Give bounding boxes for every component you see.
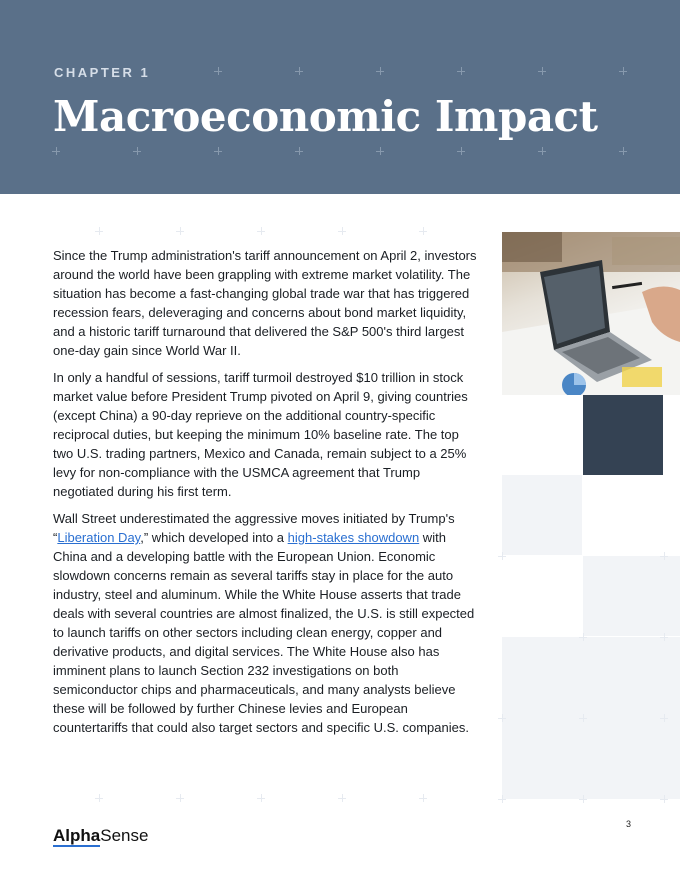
page-number: 3 [626, 819, 632, 829]
plus-decoration [457, 67, 465, 75]
chapter-header [0, 0, 680, 194]
plus-decoration [457, 147, 465, 155]
plus-decoration [338, 794, 346, 802]
plus-decoration [295, 147, 303, 155]
plus-decoration [660, 714, 668, 722]
plus-decoration [579, 795, 587, 803]
decorative-block [502, 637, 680, 799]
laptop-illustration [502, 232, 680, 395]
paragraph-3-text: ,” which developed into a [140, 530, 288, 545]
plus-decoration [419, 794, 427, 802]
plus-decoration [52, 147, 60, 155]
plus-decoration [214, 147, 222, 155]
paragraph-3-text: with China and a developing battle with the European Union. Economic slowdown concerns remain as several tariffs stay in place for the auto industry, steel and aluminum. While the White House asserts that trade deals with several countries are almost finalized, the U.S. is still expected to launch tariffs on other sectors including clean energy, copper and derivative products, and digital services. The White House also has imminent plans to launch Section 232 investigations on both semiconductor chips and pharmaceuticals, and many analysts believe these will be followed by further Chinese levies and European countertariffs that could also target sectors and specific U.S. companies. [53, 530, 475, 735]
plus-decoration [660, 795, 668, 803]
plus-decoration [214, 67, 222, 75]
plus-decoration [660, 552, 668, 560]
paragraph-3-text: Wall Street underestimated the aggressive moves initiated by Trump's “ [53, 511, 455, 545]
plus-decoration [579, 633, 587, 641]
plus-decoration [376, 147, 384, 155]
plus-decoration [338, 227, 346, 235]
chapter-title: Macroeconomic Impact [53, 92, 598, 141]
decorative-dark-block [583, 395, 663, 475]
paragraph-1: Since the Trump administration's tariff announcement on April 2, investors around the world have been grappling with extreme market volatility. The situation has become a fast-changing global trade war that has triggered recession fears, deleveraging and concerns about bond market liquidity, and a historic tariff turnaround that delivered the S&P 500's third largest one-day gain since World War II. [53, 248, 477, 358]
plus-decoration [257, 227, 265, 235]
logo-regular-text: Sense [100, 826, 149, 845]
plus-decoration [498, 552, 506, 560]
paragraph-3 [53, 509, 481, 737]
decorative-block [583, 556, 680, 636]
article-body [53, 246, 481, 745]
plus-decoration [176, 794, 184, 802]
chapter-label: CHAPTER 1 [54, 65, 151, 80]
plus-decoration [538, 67, 546, 75]
plus-decoration [538, 147, 546, 155]
plus-decoration [95, 227, 103, 235]
plus-decoration [619, 67, 627, 75]
decorative-block [502, 475, 582, 555]
plus-decoration [376, 67, 384, 75]
paragraph-2: In only a handful of sessions, tariff turmoil destroyed $10 trillion in stock market value before President Trump pivoted on April 9, giving countries (except China) a 90-day reprieve on the additional country-specific reciprocal duties, but keeping the minimum 10% baseline rate. The top two U.S. trading partners, Mexico and Canada, remain subject to a 25% levy for non-compliance with the USMCA agreement that Trump negotiated during his first term. [53, 370, 468, 499]
plus-decoration [498, 714, 506, 722]
high-stakes-showdown-link[interactable]: high-stakes showdown [287, 530, 420, 545]
logo-bold-text: Alpha [53, 826, 101, 845]
plus-decoration [660, 633, 668, 641]
alphasense-logo [53, 826, 148, 846]
plus-decoration [498, 795, 506, 803]
plus-decoration [579, 714, 587, 722]
plus-decoration [95, 794, 103, 802]
plus-decoration [295, 67, 303, 75]
plus-decoration [257, 794, 265, 802]
plus-decoration [133, 147, 141, 155]
plus-decoration [176, 227, 184, 235]
liberation-day-link[interactable]: Liberation Day [57, 530, 141, 545]
laptop-photo [502, 232, 680, 395]
plus-decoration [619, 147, 627, 155]
plus-decoration [419, 227, 427, 235]
